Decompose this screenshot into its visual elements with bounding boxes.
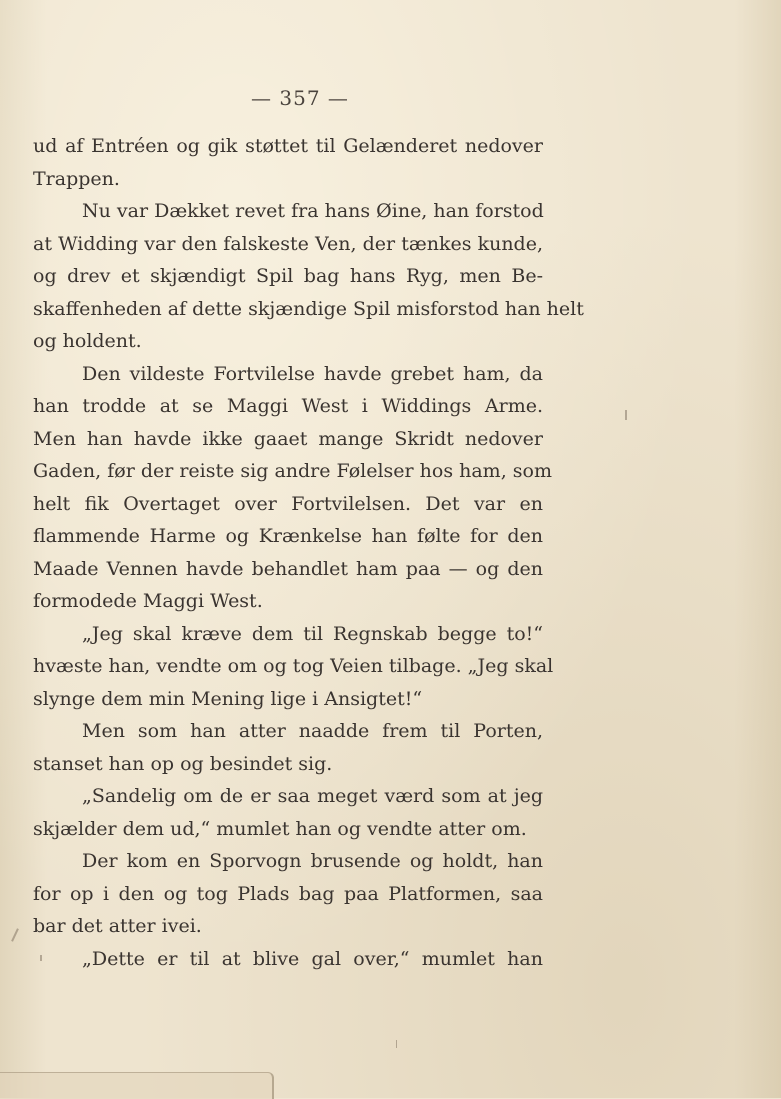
text-line: flammende Harme og Krænkelse han følte for den (33, 525, 543, 547)
text-line: „Jeg skal kræve dem til Regnskab begge to!“ (82, 622, 543, 645)
text-line: Trappen. (33, 167, 120, 190)
text-line: hvæste han, vendte om og tog Veien tilbage. „Jeg skal (33, 655, 554, 677)
text-line: skaffenheden af dette skjændige Spil misforstod han helt (33, 297, 584, 320)
page-edge-shadow (0, 1072, 274, 1099)
text-line: Maade Vennen havde behandlet ham paa — og den (33, 557, 543, 580)
text-line: formodede Maggi West. (33, 590, 263, 612)
text-line: Nu var Dækket revet fra hans Øine, han forstod (82, 200, 544, 222)
text-line: „Sandelig om de er saa meget værd som at jeg (82, 785, 543, 807)
text-line: helt fik Overtaget over Fortvilelsen. Det var en (33, 492, 543, 515)
paper-speck (396, 1040, 397, 1048)
text-line: for op i den og tog Plads bag paa Platformen, saa (33, 882, 543, 905)
text-line: Gaden, før der reiste sig andre Følelser hos ham, som (33, 460, 552, 482)
text-line: slynge dem min Mening lige i Ansigtet!“ (33, 687, 423, 710)
paper-speck (40, 955, 42, 961)
paper-speck (11, 928, 19, 942)
text-line: og drev et skjændigt Spil bag hans Ryg, men Be- (33, 265, 543, 287)
paper-speck (625, 410, 627, 420)
text-line: ud af Entréen og gik støttet til Gelænderet nedover (33, 135, 543, 157)
text-line: bar det atter ivei. (33, 915, 202, 937)
text-line: „Dette er til at blive gal over,“ mumlet han (82, 947, 543, 970)
text-line: Den vildeste Fortvilelse havde grebet ham, da (82, 362, 543, 385)
text-line: Men han havde ikke gaaet mange Skridt nedover (33, 427, 543, 450)
text-line: stanset han op og besindet sig. (33, 752, 333, 775)
text-line: skjælder dem ud,“ mumlet han og vendte atter om. (33, 817, 527, 840)
text-line: Der kom en Sporvogn brusende og holdt, han (82, 850, 543, 872)
page-number: — 357 — (251, 86, 349, 110)
text-line: han trodde at se Maggi West i Widdings Arme. (33, 395, 543, 417)
body-text (33, 130, 584, 975)
text-line: og holdent. (33, 330, 142, 352)
text-line: Men som han atter naadde frem til Porten, (82, 720, 543, 742)
text-line: at Widding var den falskeste Ven, der tænkes kunde, (33, 232, 543, 255)
